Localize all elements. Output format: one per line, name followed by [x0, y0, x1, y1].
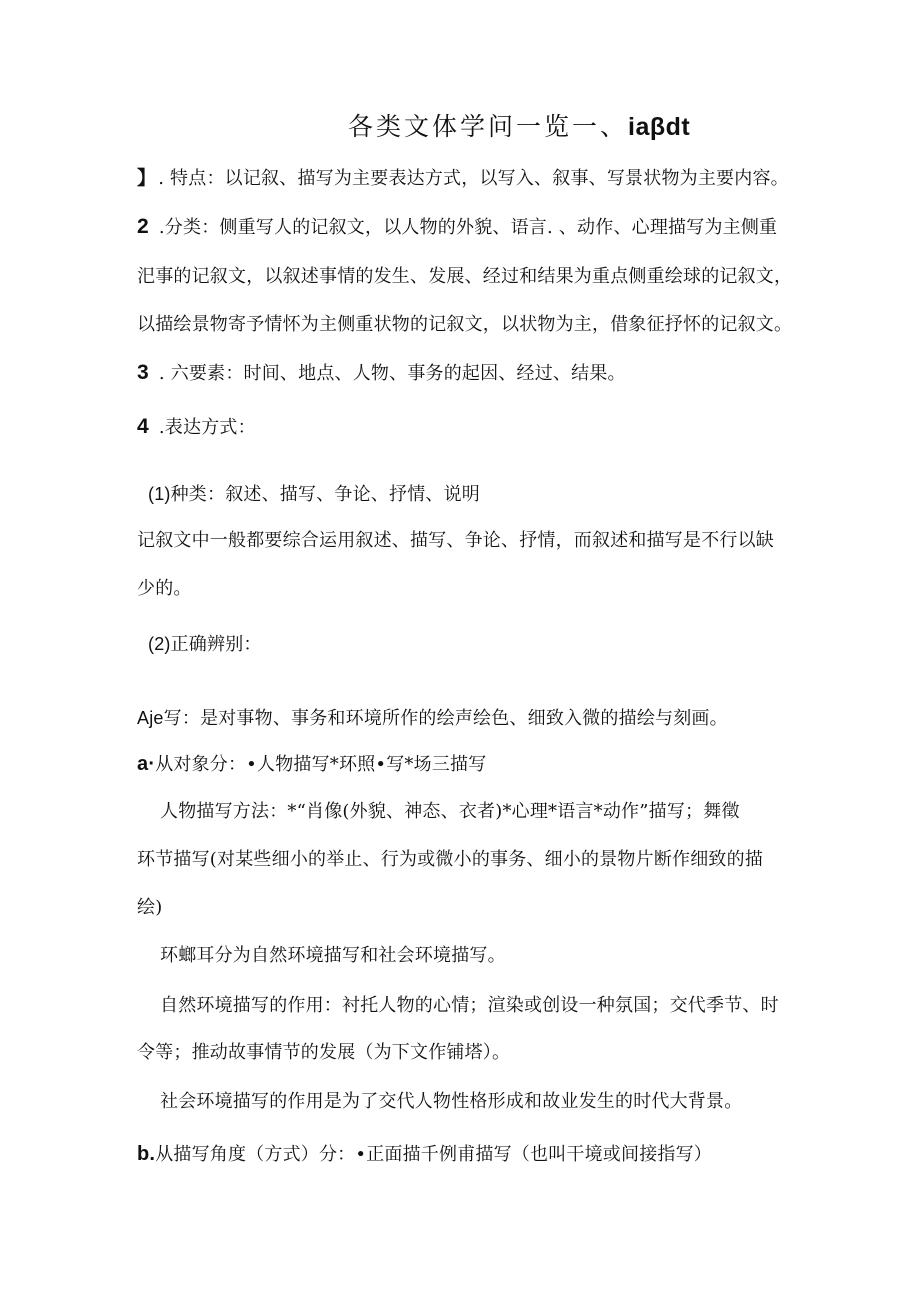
item-a-by-object: [137, 751, 486, 778]
paragraph-text: .分类：侧重写人的记叙文，以人物的外貌、语言. 、动作、心理描写为主侧重: [158, 217, 778, 238]
paragraph-text: 写：是对事物、事务和环境所作的绘声绘色、细致入微的描绘与刻画。: [163, 708, 728, 729]
paragraph-text: . 六要素：时间、地点、人物、事务的起因、经过、结果。: [158, 363, 626, 384]
paragraph-text: 从描写角度（方式）分：•正面描千例甫描写（也叫干境或间接指写）: [155, 1144, 713, 1165]
section-1-features: [137, 166, 789, 192]
subsection-number: (1): [148, 484, 171, 504]
paragraph-text: 令等；推动故事情节的发展（为下文作铺塔）。: [137, 1042, 511, 1063]
paragraph-line: [160, 943, 506, 969]
paragraph-text: 环节描写(对某些细小的举止、行为或微小的事务、细小的景物片断作细致的描: [137, 849, 764, 870]
paragraph-line: [137, 1040, 510, 1066]
paragraph-text: 人物描写方法：*“肖像(外貌、神态、衣者)*心理*语言*动作”描写；舞徵: [160, 801, 740, 822]
page-title: [348, 110, 690, 144]
item-b-by-angle: [137, 1141, 712, 1168]
paragraph-text: 以描绘景物寄予情怀为主侧重状物的记叙文，以状物为主，借象征抒怀的记叙文。: [137, 314, 793, 335]
title-cjk: 各类文体学问一览一、: [348, 112, 629, 141]
description-definition: [137, 705, 728, 732]
section-number: 2: [137, 215, 149, 238]
paragraph-text: 环螂耳分为自然环境描写和社会环境描写。: [160, 945, 506, 966]
item-label: a·: [137, 753, 156, 775]
paragraph-line: [137, 528, 774, 554]
paragraph-text: . 特点：以记叙、描写为主要表达方式，以写入、叙事、写景状物为主要内容。: [158, 168, 789, 189]
paragraph-text: 社会环境描写的作用是为了交代人物性格形成和故业发生的时代大背景。: [160, 1091, 743, 1112]
paragraph-line: [137, 312, 792, 338]
paragraph-text: 自然环境描写的作用：衬托人物的心情；渲染或创设一种氛国；交代季节、时: [160, 995, 779, 1016]
section-2-classification: [137, 214, 777, 241]
section-4-expression: [137, 414, 256, 441]
paragraph-text: 种类：叙述、描写、争论、抒情、说明: [170, 484, 481, 505]
paragraph-text: 正确辨别：: [170, 634, 262, 655]
item-label: b.: [137, 1143, 156, 1165]
paragraph-line: [160, 799, 740, 825]
paragraph-line: [160, 1089, 742, 1115]
paragraph-line: [137, 264, 792, 290]
line-lead: Aje: [137, 708, 164, 728]
section-number: 】: [137, 168, 157, 189]
paragraph-line: [137, 895, 162, 921]
paragraph-text: 少的。: [137, 578, 192, 599]
paragraph-text: 记叙文中一般都要综合运用叙述、描写、争论、抒情，而叙述和描写是不行以缺: [137, 530, 774, 551]
title-latin: iaβdt: [628, 113, 691, 141]
paragraph-line: [137, 847, 763, 873]
section-3-elements: [137, 360, 626, 387]
paragraph-text: 绘): [137, 897, 163, 918]
subsection-2-distinguish: [148, 631, 262, 658]
paragraph-line: [137, 576, 192, 602]
paragraph-text: 从对象分：•人物描写*环照•写*场三描写: [155, 754, 487, 775]
section-number: 4: [137, 415, 149, 438]
paragraph-text: 汜事的记叙文，以叙述事情的发生、发展、经过和结果为重点侧重绘球的记叙文，: [137, 266, 793, 287]
subsection-number: (2): [148, 634, 171, 654]
section-number: 3: [137, 361, 149, 384]
paragraph-line: [160, 993, 779, 1019]
paragraph-text: .表达方式：: [158, 417, 256, 438]
subsection-1-types: [148, 481, 480, 508]
